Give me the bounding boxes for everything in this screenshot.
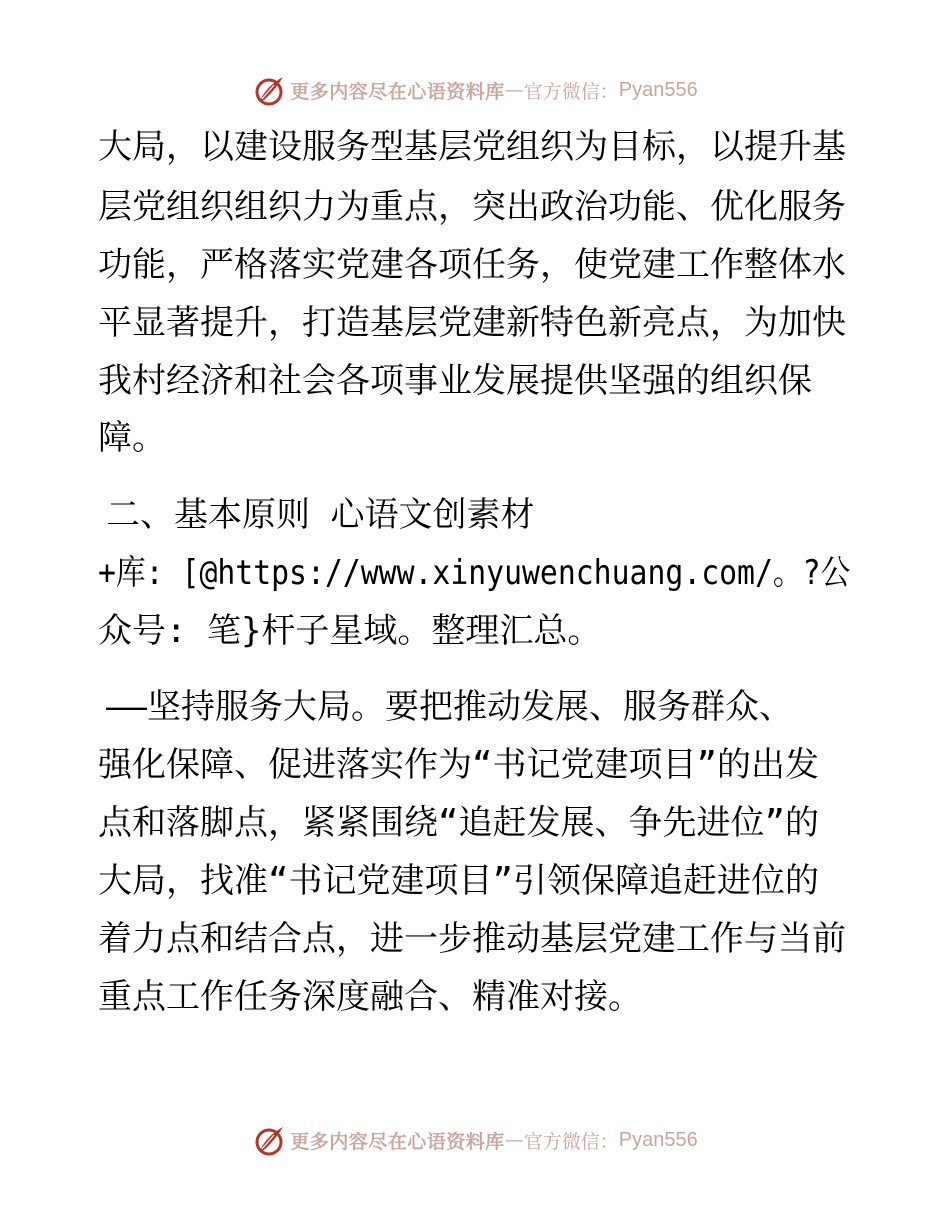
footer-watermark xyxy=(0,1120,950,1160)
watermark-separator: — xyxy=(504,1129,524,1151)
header-watermark xyxy=(0,70,950,110)
paragraph-line: ——坚持服务大局。要把推动发展、服务群众、 xyxy=(106,687,793,727)
watermark-wechat-label: 官方微信： xyxy=(523,1130,619,1153)
paragraph-line: 功能，严格落实党建各项任务，使党建工作整体水 xyxy=(98,245,846,285)
paragraph-line: +库: [@https://www.xinyuwenchuang.com/。?公 xyxy=(98,553,851,593)
paragraph-line: 众号: 笔}杆子星域。整理汇总。 xyxy=(98,611,602,651)
feather-logo-icon xyxy=(252,1123,286,1157)
paragraph-line: 层党组织组织力为重点，突出政治功能、优化服务 xyxy=(98,187,846,227)
watermark-wechat-id: Pyan556 xyxy=(618,78,698,101)
watermark-wechat-id: Pyan556 xyxy=(618,1128,698,1151)
paragraph-line: 强化保障、促进落实作为“书记党建项目”的出发 xyxy=(98,745,819,785)
paragraph-line: 大局，以建设服务型基层党组织为目标，以提升基 xyxy=(98,127,846,167)
paragraph-line: 障。 xyxy=(98,418,166,458)
paragraph-line: 我村经济和社会各项事业发展提供坚强的组织保 xyxy=(98,361,812,401)
paragraph-line: 大局，找准“书记党建项目”引领保障追赶进位的 xyxy=(98,861,819,901)
section-heading: 二、基本原则 心语文创素材 xyxy=(106,495,535,535)
paragraph-line: 着力点和结合点，进一步推动基层党建工作与当前 xyxy=(98,919,846,959)
watermark-text: 更多内容尽在心语资料库 xyxy=(290,1130,505,1153)
watermark-wechat-label: 官方微信： xyxy=(523,80,619,103)
watermark-text: 更多内容尽在心语资料库 xyxy=(290,80,505,103)
paragraph-line: 平显著提升，打造基层党建新特色新亮点，为加快 xyxy=(98,303,846,343)
paragraph-line: 重点工作任务深度融合、精准对接。 xyxy=(98,977,642,1017)
feather-logo-icon xyxy=(252,73,286,107)
paragraph-line: 点和落脚点，紧紧围绕“追赶发展、争先进位”的 xyxy=(98,803,819,843)
watermark-separator: — xyxy=(504,79,524,101)
